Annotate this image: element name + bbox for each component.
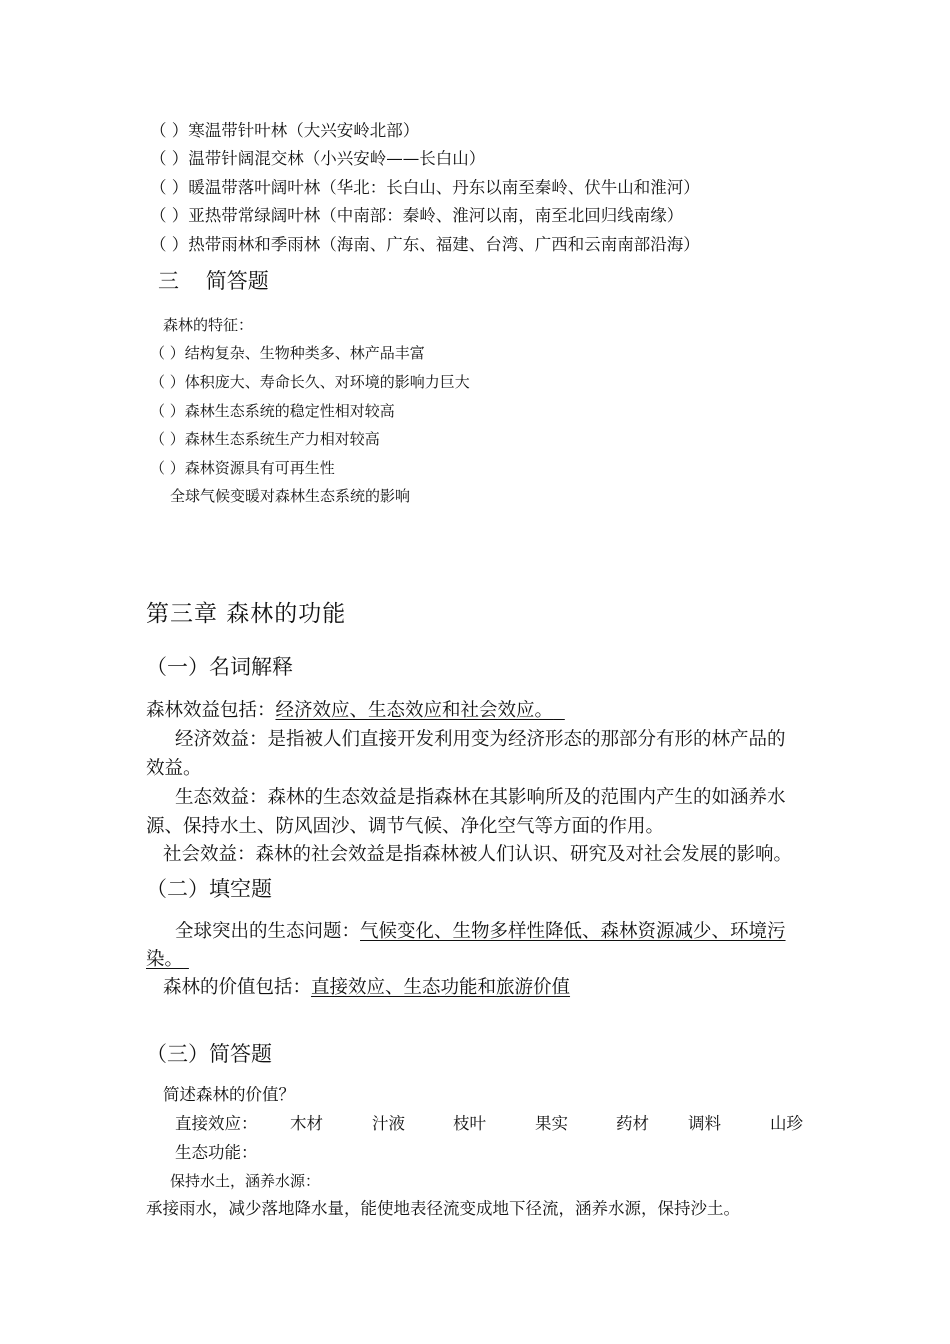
section-heading: 三 简答题 — [158, 269, 269, 293]
value-label: 森林的价值包括： — [163, 977, 312, 998]
feature-item: （ ）森林资源具有可再生性 — [150, 459, 335, 477]
feature-item: （ ）结构复杂、生物种类多、林产品丰富 — [150, 344, 425, 362]
eco-problem-line2 — [146, 945, 189, 971]
value-answer: 直接效应、生态功能和旅游价值 — [311, 977, 571, 998]
eco-benefit-line1: 生态效益：森林的生态效益是指森林在其影响所及的范围内产生的如涵养水 — [175, 787, 786, 808]
soil-title: 保持水土，涵养水源： — [170, 1172, 321, 1190]
direct-item: 山珍 — [770, 1114, 803, 1133]
direct-item: 汁液 — [372, 1114, 405, 1133]
direct-item: 药材 — [616, 1114, 649, 1133]
direct-item: 枝叶 — [453, 1114, 486, 1133]
part-heading: （三）简答题 — [146, 1042, 272, 1066]
direct-item: 调料 — [688, 1114, 721, 1133]
econ-benefit-line1: 经济效益：是指被人们直接开发利用变为经济形态的那部分有形的林产品的 — [175, 729, 786, 750]
benefit-answer: 经济效应、生态效应和社会效应。 — [275, 700, 554, 721]
part-heading: （一）名词解释 — [146, 655, 293, 679]
value-line — [163, 973, 570, 999]
value-question: 简述森林的价值？ — [163, 1085, 295, 1104]
eco-benefit-line2: 源、保持水土、防风固沙、调节气候、净化空气等方面的作用。 — [146, 816, 665, 837]
benefit-label: 森林效益包括： — [146, 700, 276, 721]
feature-item: （ ）森林生态系统生产力相对较高 — [150, 430, 380, 448]
eco-problem-label: 全球突出的生态问题： — [175, 921, 361, 942]
direct-label: 直接效应： — [175, 1114, 258, 1133]
forest-type-item: （ ）温带针阔混交林（小兴安岭——长白山） — [150, 149, 486, 168]
forest-type-item: （ ）寒温带针叶林（大兴安岭北部） — [150, 121, 420, 140]
forest-type-item: （ ）热带雨林和季雨林（海南、广东、福建、台湾、广西和云南南部沿海） — [150, 235, 700, 254]
eco-problem-answer: 气候变化、生物多样性降低、森林资源减少、环境污 — [360, 921, 786, 942]
chapter-title: 第三章 森林的功能 — [146, 601, 347, 627]
benefit-line — [146, 696, 565, 722]
social-benefit-line: 社会效益：森林的社会效益是指森林被人们认识、研究及对社会发展的影响。 — [163, 844, 793, 865]
feature-item: （ ）体积庞大、寿命长久、对环境的影响力巨大 — [150, 373, 470, 391]
direct-item: 木材 — [290, 1114, 323, 1133]
eco-function-label: 生态功能： — [175, 1143, 258, 1162]
eco-problem-answer-cont: 染。 — [146, 949, 184, 970]
econ-benefit-line2: 效益。 — [146, 758, 202, 779]
features-title: 森林的特征： — [163, 316, 254, 334]
forest-type-item: （ ）暖温带落叶阔叶林（华北：长白山、丹东以南至秦岭、伏牛山和淮河） — [150, 178, 700, 197]
eco-problem-line1 — [175, 917, 786, 943]
soil-text: 承接雨水，减少落地降水量，能使地表径流变成地下径流，涵养水源，保持沙土。 — [146, 1199, 740, 1218]
direct-item: 果实 — [535, 1114, 568, 1133]
climate-question: 全球气候变暖对森林生态系统的影响 — [170, 487, 411, 505]
feature-item: （ ）森林生态系统的稳定性相对较高 — [150, 402, 395, 420]
forest-type-item: （ ）亚热带常绿阔叶林（中南部：秦岭、淮河以南，南至北回归线南缘） — [150, 206, 684, 225]
part-heading: （二）填空题 — [146, 877, 272, 901]
